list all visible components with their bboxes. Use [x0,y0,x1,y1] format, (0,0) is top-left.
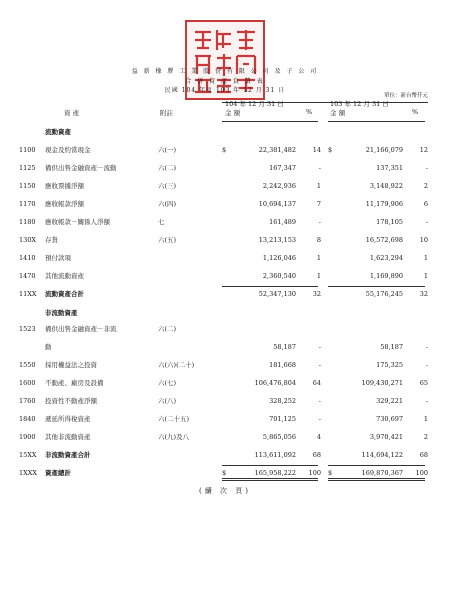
double-rule-pct2-0 [405,480,425,481]
table-row [0,341,450,353]
cell-note: 六(二) [158,164,177,172]
cell-p1: 8 [316,236,321,244]
table-row [0,288,450,300]
cell-p2: 65 [419,379,428,387]
cell-name: 應收帳款淨額 [45,200,84,208]
cell-a1: 2,360,540 [262,272,296,280]
total-rule-pct2-2 [405,478,425,479]
continued-note: (續 次 頁) [199,487,251,495]
cell-code: 1760 [19,397,36,405]
table-row [0,431,450,443]
cell-a1: 10,694,137 [258,200,296,208]
cell-a1: 165,958,222 [254,469,296,477]
cell-a2: 16,572,698 [365,236,403,244]
total-rule-amt1-0 [222,286,312,287]
cell-name: 採用權益法之投資 [45,361,97,369]
cell-p1: - [318,397,321,405]
cell-a2: 178,105 [376,218,403,226]
cell-p2: 6 [423,200,428,208]
cell-name: 備供出售金融資產－非流 [45,325,117,333]
cell-name: 應收票據淨額 [45,182,84,190]
header-underline-pct2 [405,121,425,122]
amount-header-2: 金 額 [330,109,346,117]
table-row [0,270,450,282]
cell-a2: 175,325 [376,361,403,369]
cell-note: 六(五) [158,236,177,244]
cell-code: 1550 [19,361,36,369]
cell-a2: 21,166,079 [365,146,403,154]
total-rule-pct1-1 [300,465,318,466]
double-rule-pct1-0 [300,480,318,481]
cell-note: 六(四) [158,200,177,208]
cell-name: 不動產、廠房及設備 [45,379,104,387]
cell-name: 其他非流動資產 [45,433,91,441]
table-row [0,198,450,210]
cell-p2: 1 [423,415,428,423]
period-1-header: 104 年 12 月 31 日 [225,100,284,108]
cell-p1: 100 [308,469,321,477]
cell-a1: 167,347 [269,164,296,172]
table-row [0,216,450,228]
cell-p2: - [425,218,428,226]
table-row [0,449,450,461]
statement-date: 民國 104 年及 103 年 12 月 31 日 [164,87,286,94]
cell-name: 投資性不動產淨額 [45,397,97,405]
cell-a1: 58,187 [273,343,296,351]
cell-a2: 58,187 [380,343,403,351]
column-header [0,99,450,123]
cell-p2: 100 [415,469,428,477]
cell-code: 11XX [19,290,37,298]
company-name: 益 新 橡 膠 工 業 股 份 有 限 公 司 及 子 公 司 [131,68,319,75]
cell-name: 存貨 [45,236,58,244]
cell-a1: 113,611,092 [254,451,296,459]
cell-a1: 701,125 [269,415,296,423]
cell-a2: 730,697 [376,415,403,423]
cell-a2: 1,623,294 [369,254,403,262]
total-rule-pct1-0 [300,286,318,287]
cell-p1: 14 [312,146,321,154]
cell-a1: 2,242,936 [262,182,296,190]
cell-a1: 13,213,153 [258,236,296,244]
cell-a2: 1,169,890 [369,272,403,280]
header-underline-pct1 [300,121,318,122]
cell-note: 六(九)及八 [158,433,190,441]
cell-name: 非流動資產 [45,309,78,317]
cell-a1: 52,347,130 [258,290,296,298]
total-rule-amt1-2 [222,478,312,479]
cell-a2: 3,148,922 [369,182,403,190]
cell-p1: - [318,343,321,351]
table-row [0,359,450,371]
cell-a2: 109,430,271 [361,379,403,387]
cell-a1: 181,668 [269,361,296,369]
pct-header-1: % [306,108,313,116]
cell-p1: 1 [316,182,321,190]
cell-p2: 68 [419,451,428,459]
table-row [0,180,450,192]
cell-p2: - [425,397,428,405]
cell-name: 資產總計 [45,469,71,477]
header-underline-amt1 [222,121,312,122]
cell-a2: 329,221 [376,397,403,405]
cell-a1: 161,489 [269,218,296,226]
cell-p1: - [318,218,321,226]
cell-p2: - [425,343,428,351]
cell-p1: 7 [316,200,321,208]
double-rule-amt2-0 [328,480,414,481]
cell-name: 現金及約當現金 [45,146,91,154]
table-row [0,234,450,246]
cell-name: 其他流動資產 [45,272,84,280]
period-2-header: 103 年 12 月 31 日 [330,100,389,108]
cell-name: 備供出售金融資產－流動 [45,164,117,172]
cell-p2: 10 [419,236,428,244]
cell-note: 六(一) [158,146,177,154]
account-header: 資 產 [64,109,80,117]
cell-a1: 22,381,482 [258,146,296,154]
cell-p1: 1 [316,272,321,280]
cell-name: 流動資產合計 [45,290,84,298]
cell-a2: 114,694,122 [361,451,403,459]
total-rule-pct1-2 [300,478,318,479]
cell-a2: 137,351 [376,164,403,172]
cell-note: 六(八) [158,397,177,405]
cell-name: 預付款項 [45,254,71,262]
cell-p1: - [318,361,321,369]
cell-p1: - [318,415,321,423]
cell-d2: $ [328,146,333,154]
cell-code: 130X [19,236,37,244]
table-row [0,162,450,174]
table-row [0,252,450,264]
table-row [0,323,450,335]
pct-header-2: % [412,108,419,116]
cell-code: 1600 [19,379,36,387]
table-row [0,126,450,138]
cell-a2: 3,970,421 [369,433,403,441]
total-rule-pct2-0 [405,286,425,287]
double-rule-amt1-0 [222,480,312,481]
total-rule-amt2-0 [328,286,414,287]
cell-code: 1523 [19,325,36,333]
cell-name: 應收帳款－關係人淨額 [45,218,110,226]
cell-note: 六(二十五) [158,415,190,423]
cell-code: 1900 [19,433,36,441]
total-rule-amt2-2 [328,478,414,479]
table-row [0,144,450,156]
cell-code: 1840 [19,415,36,423]
cell-note: 六(六)(二十) [158,361,195,369]
cell-code: 1150 [19,182,36,190]
cell-code: 1100 [19,146,36,154]
cell-p2: 2 [423,433,428,441]
cell-a1: 1,126,046 [262,254,296,262]
table-row [0,377,450,389]
cell-name: 流動資產 [45,128,71,136]
cell-note: 六(七) [158,379,177,387]
cell-code: 1170 [19,200,36,208]
cell-a2: 55,176,245 [365,290,403,298]
cell-p2: 1 [423,254,428,262]
cell-d1: $ [222,469,227,477]
cell-code: 1470 [19,272,36,280]
cell-name: 非流動資產合計 [45,451,91,459]
cell-p1: 32 [312,290,321,298]
cell-p1: 68 [312,451,321,459]
amount-header-1: 金 額 [225,109,241,117]
total-rule-amt2-1 [328,465,414,466]
cell-p1: 4 [316,433,321,441]
header-underline-amt2 [328,121,414,122]
cell-code: 1125 [19,164,36,172]
cell-a2: 169,870,367 [361,469,403,477]
cell-a1: 328,252 [269,397,296,405]
table-row [0,413,450,425]
cell-p2: 12 [419,146,428,154]
cell-a2: 11,179,906 [365,200,403,208]
total-rule-amt1-1 [222,465,312,466]
cell-code: 1180 [19,218,36,226]
cell-d1: $ [222,146,227,154]
cell-p2: 32 [419,290,428,298]
cell-p1: - [318,164,321,172]
cell-code: 1410 [19,254,36,262]
cell-p1: 1 [316,254,321,262]
table-row [0,307,450,319]
cell-code: 15XX [19,451,37,459]
cell-a1: 106,476,804 [254,379,296,387]
cell-p2: 1 [423,272,428,280]
cell-p1: 64 [312,379,321,387]
note-header: 附註 [160,109,173,117]
cell-name: 遞延所得稅資產 [45,415,91,423]
statement-title: 合 併 資 產 負 債 表 [185,78,265,85]
cell-note: 七 [158,218,165,226]
cell-p2: - [425,164,428,172]
cell-d2: $ [328,469,333,477]
cell-p2: 2 [423,182,428,190]
cell-note: 六(二) [158,325,177,333]
cell-name: 動 [45,343,52,351]
currency-unit: 單位：新台幣仟元 [383,93,428,99]
cell-a1: 5,865,056 [262,433,296,441]
cell-note: 六(三) [158,182,177,190]
table-row [0,395,450,407]
cell-p2: - [425,361,428,369]
cell-code: 1XXX [19,469,38,477]
total-rule-pct2-1 [405,465,425,466]
